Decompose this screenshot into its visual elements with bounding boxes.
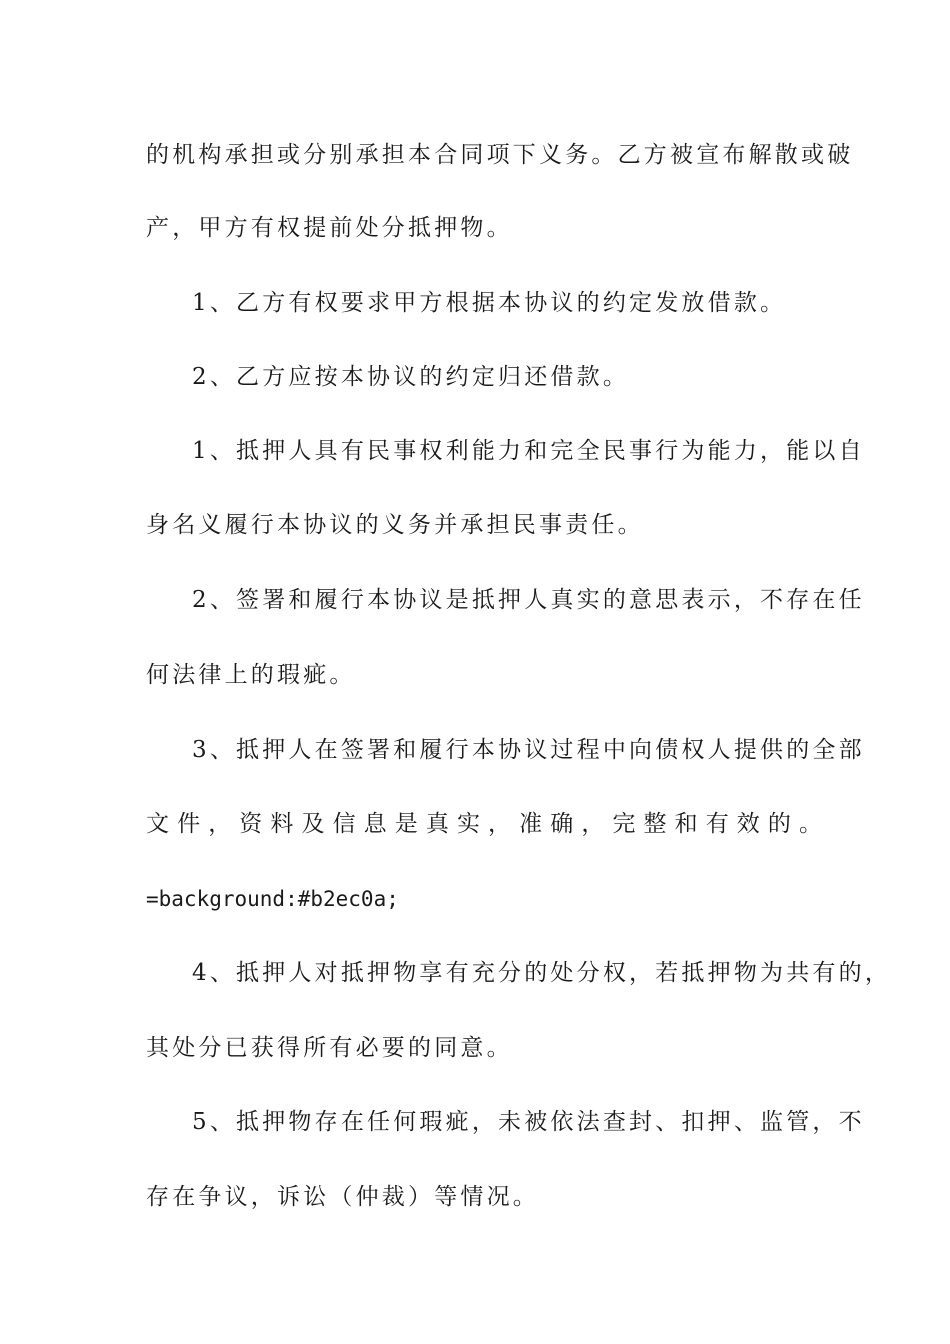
text-line: 存在争议，诉讼（仲裁）等情况。: [146, 1184, 539, 1210]
text-line: 身名义履行本协议的义务并承担民事责任。: [146, 512, 644, 538]
text-line: 1、乙方有权要求甲方根据本协议的约定发放借款。: [192, 290, 787, 316]
text-line: 4、抵押人对抵押物享有充分的处分权，若抵押物为共有的，: [192, 960, 892, 986]
text-line: 其处分已获得所有必要的同意。: [146, 1035, 513, 1061]
text-line: 的机构承担或分别承担本合同项下义务。乙方被宣布解散或破: [146, 142, 854, 168]
text-line: 文 件 ， 资 料 及 信 息 是 真 实 ， 准 确 ， 完 整 和 有 效 的 。: [146, 811, 822, 837]
text-line: =background:#b2ec0a;: [146, 887, 399, 911]
text-line: 2、签署和履行本协议是抵押人真实的意思表示，不存在任: [192, 587, 865, 613]
text-line: 产，甲方有权提前处分抵押物。: [146, 215, 513, 241]
text-line: 1、抵押人具有民事权利能力和完全民事行为能力，能以自: [192, 438, 865, 464]
text-line: 2、乙方应按本协议的约定归还借款。: [192, 364, 630, 390]
text-line: 3、抵押人在签署和履行本协议过程中向债权人提供的全部: [192, 737, 865, 763]
text-line: 5、抵押物存在任何瑕疵，未被依法查封、扣押、监管，不: [192, 1109, 865, 1135]
text-line: 何法律上的瑕疵。: [146, 662, 356, 688]
